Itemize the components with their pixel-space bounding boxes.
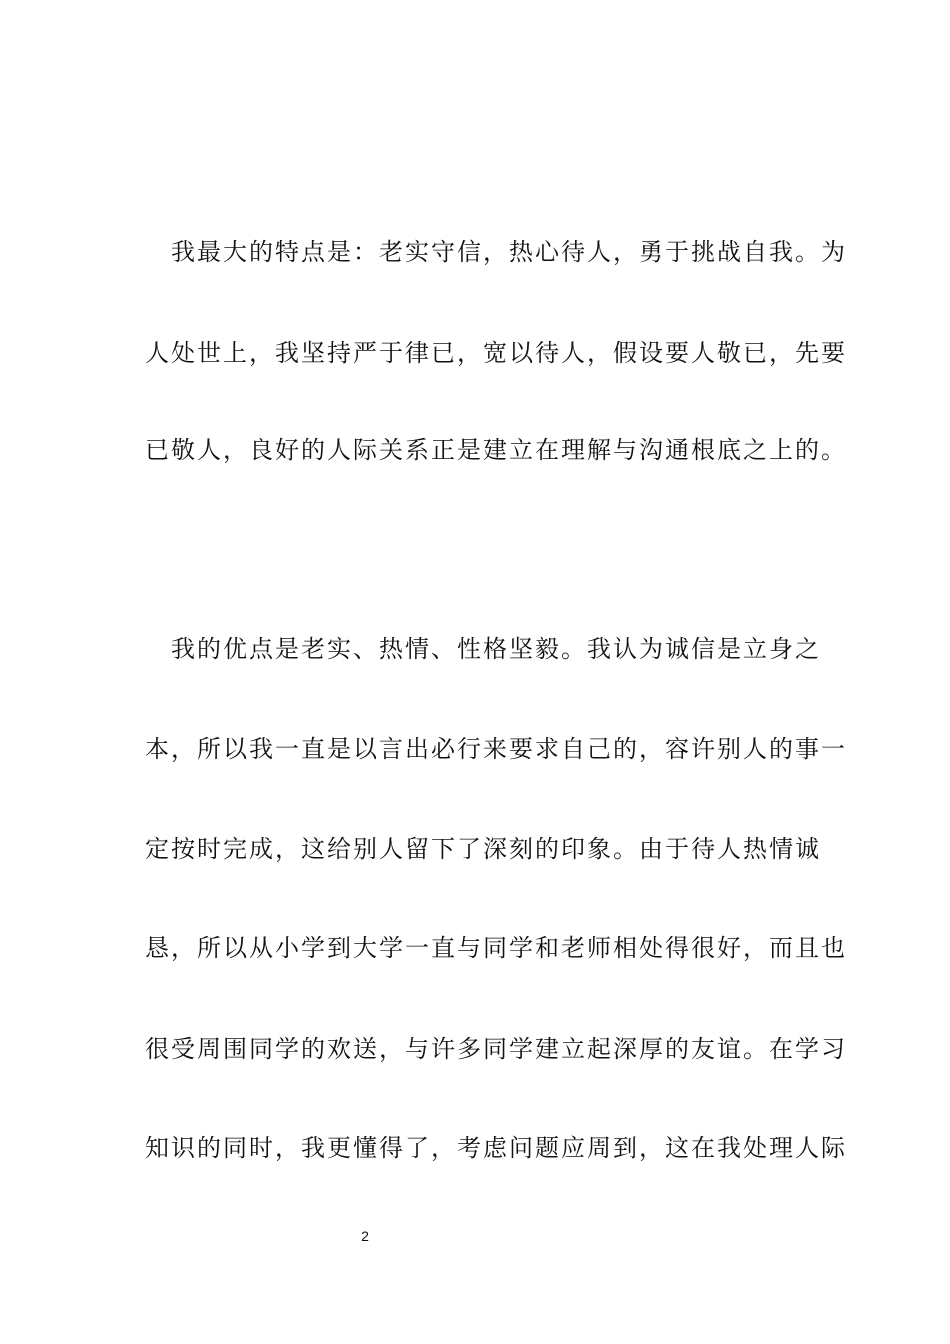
page-number: 2: [361, 1228, 369, 1244]
paragraph-2-line-2: 本，所以我一直是以言出必行来要求自己的，容许别人的事一: [145, 735, 847, 763]
paragraph-1-line-2: 人处世上，我坚持严于律已，宽以待人，假设要人敬已，先要: [145, 339, 847, 367]
paragraph-2-line-4: 恳，所以从小学到大学一直与同学和老师相处得很好，而且也: [145, 934, 847, 962]
paragraph-1-line-3: 已敬人，良好的人际关系正是建立在理解与沟通根底之上的。: [145, 436, 847, 464]
paragraph-1-line-1: 我最大的特点是：老实守信，热心待人，勇于挑战自我。为: [145, 238, 847, 266]
paragraph-2-line-6: 知识的同时，我更懂得了，考虑问题应周到，这在我处理人际: [145, 1134, 847, 1162]
paragraph-2-line-5: 很受周围同学的欢送，与许多同学建立起深厚的友谊。在学习: [145, 1035, 847, 1063]
paragraph-2-line-1: 我的优点是老实、热情、性格坚毅。我认为诚信是立身之: [145, 635, 821, 663]
paragraph-2-line-3: 定按时完成，这给别人留下了深刻的印象。由于待人热情诚: [145, 835, 821, 863]
